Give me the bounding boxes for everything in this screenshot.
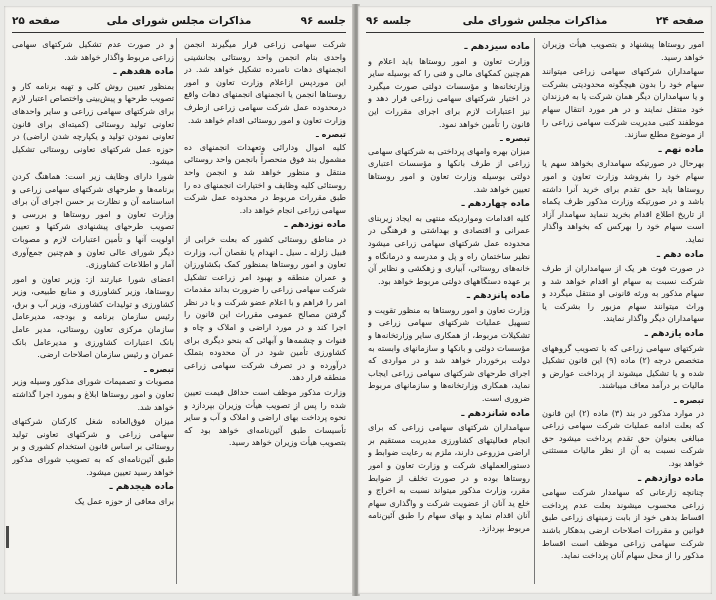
article-heading: ماده پانزدهم ـ (466, 290, 530, 302)
article-heading: ماده شانزدهم ـ (461, 407, 530, 419)
paragraph: سهامداران شرکتهای سهامی زراعی که برای انجام فعالیتهای کشاورزی مدیریت مستقیم بر اراضی مزروعی دارند، ملزم به رعایت ضوابط و دستورالعملهای شرکت و وزارت تعاون و امور روستاها بوده و در صورت تخلف از ضوابط مقرر، وزارت مذکور میتواند نسبت به اخراج و خلع ید آنان از عضویت شرکت و واگذاری سهام آنان اقدام نماید و بهای سهام را طبق آئین‌نامه مربوط بپردازد. (368, 422, 530, 533)
article-heading: ماده نوزدهم ـ (284, 219, 346, 231)
right-page-column-divider (534, 38, 535, 584)
article-heading: ماده دهم ـ (656, 248, 704, 260)
article-heading: ماده نهم ـ (658, 143, 704, 155)
paragraph: سهامداران شرکتهای سهامی زراعی میتوانند سهام خود را بدون هیچگونه محدودیتی بشرکت و یا سهامداران دیگر همان شرکت یا به فرزندان خود منتقل نمایند و در هر مورد انتقال سهام موظفند کتبی مدیریت شرکت سهامی زراعی را از موضوع مطلع سازند. (542, 66, 704, 140)
article-heading: ماده سیزدهم ـ (464, 41, 530, 52)
paragraph: چنانچه زارعانی که سهامدار شرکت سهامی زراعی محسوب میشوند بعلت عدم پرداخت اقساط بدهی خود از بابت زمینهای زراعی طبق قوانین و مقررات اصلاحات ارضی بدهکار باشند شرکت سهامی زراعی موظف است اقساط مذکور را از محل سهام آنان پرداخت نماید. (542, 487, 704, 561)
scan-edge-mark (6, 526, 9, 548)
paragraph: برای معافی از حوزه عمل یک (74, 495, 174, 506)
paragraph: در مناطق روستائی کشور که بعلت خرابی از قبیل زلزله ـ سیل ـ انهدام یا نقصان آب، وزارت تعاون و امور روستاها بمنظور کمک بکشاورزان و عمران منطقه و بهبود امر زراعت تشکیل شرکت سهامی زراعی را ضرورت بداند مقدمات امر را فراهم و با اعلام عضو شرکت و با در نظر گرفتن مصالح عمومی مقررات این قانون را اجرا کند و در مورد اراضی و املاک و چاه و قنوات و چشمه‌ها و آبهائی که بنحو دیگری برای کشاورزی تأمین شود در آن محدوده بتملک درآورده و در تصرف شرکت سهامی زراعی منطقه قرار دهد. (184, 233, 346, 383)
paragraph: در صورت فوت هر یک از سهامداران از طرف شرکت نسبت به سهام او اقدام خواهد شد و سهام مذکور به ورثه قانونی او منتقل میگردد و وراث میتوانند سهام مزبور را بشرکت یا سهامداران دیگر واگذار نمایند. (542, 263, 704, 324)
paragraph: بهرحال در صورتیکه سهامداری بخواهد سهم یا سهام خود را بفروشد وزارت تعاون و امور روستاها باید حق تقدم برای خرید آنرا داشته باشد و در صورتیکه وزارت مذکور ظرف یکماه از تاریخ اطلاع اقدام بخرید ننماید سهامدار آزاد است سهام خود را بهرکس که بخواهد واگذار نماید. (542, 158, 704, 244)
paragraph: و در صورت عدم تشکیل شرکتهای سهامی زراعی مربوط واگذار خواهد شد. (12, 39, 174, 62)
paragraph: بمنظور تعیین روش کلی و تهیه برنامه کار و تصویب طرحها و پیش‌بینی واختصاص اعتبار لازم برای شرکتهای سهامی زراعی و سایر واحدهای تعاونی تولید روستائی (کمیته‌ای برای قانون تعاونی نمودن تولید و یکپارچه شدن اراضی) در حوزه عمل شرکتهای تعاونی روستائی تشکیل میشود. (12, 80, 174, 167)
paragraph: وزارت تعاون و امور روستاها به منظور تقویت و تسهیل عملیات شرکتهای سهامی زراعی و تشکیلات مربوط، از همکاری سایر وزارتخانه‌ها و مؤسسات دولتی و بانکها و سازمانهای وابسته به دولت برخوردار خواهد شد و در مواردی که اجرای طرحهای شرکتهای سهامی زراعی ایجاب نماید، همکاری وزارتخانه‌ها و سازمانهای مربوط ضروری است. (368, 304, 530, 404)
paragraph: میزان بهره وامهای پرداختی به شرکتهای سهامی زراعی از طرف بانکها و مؤسسات اعتباری دولتی بوسیله وزارت تعاون و امور روستاها تعیین خواهد شد. (368, 145, 530, 194)
left-page-column-divider (176, 38, 177, 584)
article-heading: ماده چهاردهم ـ (461, 198, 530, 210)
right-header-page-number: صفحه ۲۴ (655, 15, 704, 27)
paragraph: مصوبات و تصمیمات شورای مذکور وسیله وزیر تعاون و امور روستاها ابلاغ و بمورد اجرا گذاشته خواهد شد. (12, 376, 174, 412)
left-header-title: مذاکرات مجلس شورای ملی (106, 15, 252, 27)
paragraph: شورا دارای وظایف زیر است: هماهنگ کردن برنامه‌ها و طرحهای شرکتهای سهامی زراعی و اساسنامه آن و نظارت بر حسن اجرای آن برای وزارت تعاون و امور روستاها و بررسی و تصویب طرحهای پیشنهادی شرکتها و تعیین اولویت آنها و تأمین اعتبارات لازم و مصوبات دیگر شورای عالی تعاون و هم‌چنین جمع‌آوری آمار و اطلاعات کشاورزی. (12, 170, 174, 270)
paragraph: کلیه اموال ودارائی وتعهدات انجمنهای ده مشمول بند فوق منحصراً بانجمن واحد روستائی منتقل و منظور خواهد شد و انجمن واحد روستائی کلیه وظایف و اختیارات انجمنهای ده را طبق مقررات مربوط در محدوده عمل شرکت سهامی زراعی انجام خواهد داد. (184, 141, 346, 215)
note-heading: تبصره ـ (315, 129, 346, 140)
right-page-column-left (368, 38, 530, 586)
right-page-column-right (542, 38, 704, 586)
right-page-header (366, 14, 704, 33)
article-heading: ماده دوازدهم ـ (638, 472, 704, 484)
paragraph: کلیه اقدامات ومواردیکه منتهی به ایجاد زیربنای عمرانی و اقتصادی و بهداشتی و فرهنگی در محدوده عمل شرکتهای سهامی زراعی میشود نظیر ساختمان راه و پل و مدرسه و درمانگاه و خانه‌های روستائی، آبیاری و زهکشی و نظایر آن بر عهده دستگاههای دولتی مربوط خواهد بود. (368, 212, 530, 286)
paragraph: اعضای شورا عبارتند از: وزیر تعاون و امور روستاها، وزیر کشاورزی و منابع طبیعی، وزیر کشاورزی و تولیدات کشاورزی، وزیر آب و برق، رئیس سازمان برنامه و بودجه، مدیرعامل سازمان مرکزی تعاون روستائی، مدیر عامل بانک اعتبارات کشاورزی و مدیرعامل بانک عمران و رئیس سازمان اصلاحات ارضی. (12, 273, 174, 360)
right-header-session: جلسه ۹۶ (366, 15, 412, 27)
right-page (358, 6, 712, 594)
left-page-column-left (12, 38, 174, 586)
right-header-title: مذاکرات مجلس شورای ملی (462, 15, 608, 27)
note-heading: تبصره ـ (143, 363, 174, 374)
article-heading: ماده هیجدهم ـ (109, 481, 174, 493)
article-heading: ماده هفدهم ـ (113, 66, 174, 78)
paragraph: در موارد مذکور در بند (۳) ماده (۲) این قانون که بعلت ادامه عملیات شرکت سهامی زراعی مبالغی بعنوان حق تقدم پرداخت میشود حق شرکت نسبت به آن از نظر مالیات مستثنی خواهد بود. (542, 407, 704, 468)
left-page (4, 6, 354, 594)
left-header-session: جلسه ۹۶ (300, 15, 346, 27)
left-header-page-number: صفحه ۲۵ (12, 15, 61, 27)
note-heading: تبصره ـ (499, 133, 530, 144)
paragraph: وزارت تعاون و امور روستاها باید اعلام و هم‌چنین کمکهای مالی و فنی را که بوسیله سایر وزارتخانه‌ها و مؤسسات دولتی صورت میگیرد در اختیار شرکتهای سهامی زراعی قرار دهد و نیز اعتبارات لازم برای اجرای مقررات این قانون را تأمین خواهد نمود. (368, 55, 530, 129)
paragraph: میزان فوق‌العاده شغل کارکنان شرکتهای سهامی زراعی و شرکتهای تعاونی تولید روستائی بر اساس قانون استخدام کشوری و بر طبق آئین‌نامه‌ای که به تصویب شورای مذکور خواهد رسید تعیین میشود. (12, 416, 174, 477)
left-page-column-right (184, 38, 346, 586)
article-heading: ماده یازدهم ـ (644, 328, 704, 340)
paragraph: وزارت مذکور موظف است حداقل قیمت تعیین شده را پس از تصویب هیأت وزیران بپردازد و نحوه پرداخت بهای اراضی و املاک و آب و سایر تأسیسات طبق آئین‌نامه‌ای خواهد بود که بتصویب هیأت وزیران خواهد رسید. (184, 387, 346, 448)
paragraph: شرکتهای سهامی زراعی که با تصویب گروههای متخصص درجه (۲) ماده (۹) این قانون تشکیل شده و یا تشکیل میشوند از پرداخت عوارض و مالیات بر درآمد معاف میباشند. (542, 342, 704, 391)
left-page-header (12, 14, 346, 33)
paragraph: شرکت سهامی زراعی قرار میگیرند انجمن واحدی بنام انجمن واحد روستائی بجانشینی انجمنهای دهات نامبرده تشکیل خواهد شد. در این موردپس ازاعلام وزارت تعاون و امور روستاها انجمن یا انجمنهای انجمنهای دهات واقع درمحدوده عمل شرکت سهامی زراعی ازطرف وزارت تعاون و امور روستائی اقدام خواهد شد. (184, 39, 346, 125)
note-heading: تبصره ـ (673, 395, 704, 406)
paragraph: امور روستاها پیشنهاد و بتصویب هیأت وزیران خواهد رسید. (542, 39, 704, 62)
